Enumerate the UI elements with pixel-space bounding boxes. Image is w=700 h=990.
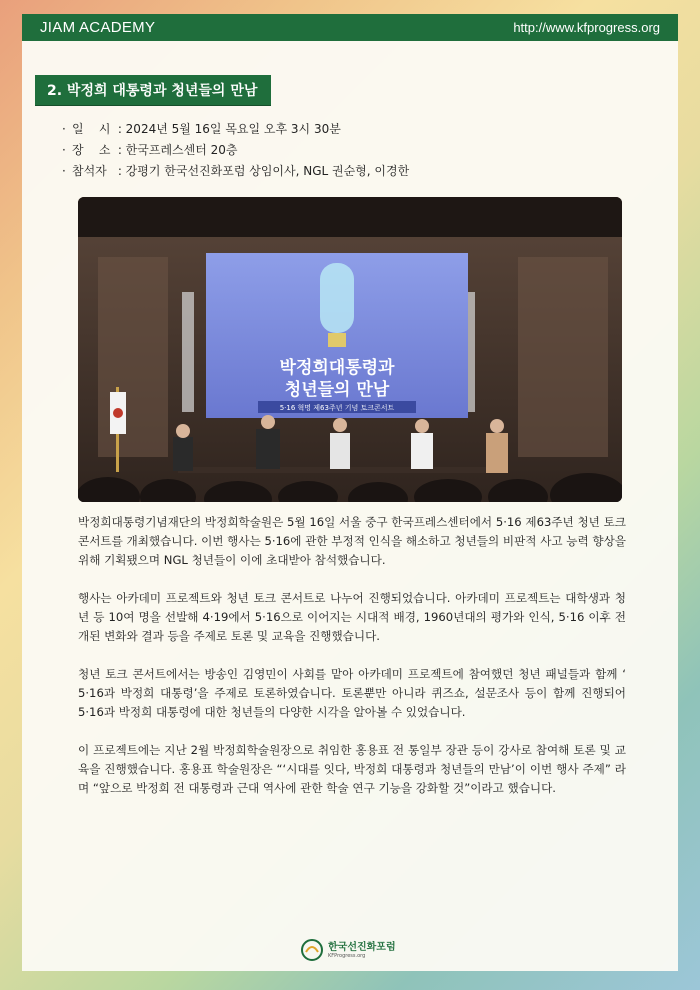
info-row-date: · 일 시 : 2024년 5월 16일 목요일 오후 3시 30분 <box>62 119 409 140</box>
info-row-place: · 장 소 : 한국프레스센터 20층 <box>62 140 409 161</box>
paragraph: 박정희대통령기념재단의 박정희학술원은 5월 16일 서울 중구 한국프레스센터에서 5·16 제63주년 청년 토크 콘서트를 개최했습니다. 이번 행사는 5·16에 관한 부정적 인식을 해소하고 청년들의 비판적 사고 능력 향상을 위해 기획됐으며 NGL 청년들이 이에 초대받아 참석했습니다. <box>78 515 626 567</box>
event-photo <box>78 197 622 502</box>
footer-logo-sub: KFProgress.org <box>328 952 366 959</box>
info-value: 2024년 5월 16일 목요일 오후 3시 30분 <box>125 122 341 136</box>
paragraph: 청년 토크 콘서트에서는 방송인 김영민이 사회를 맡아 아카데미 프로젝트에 참여했던 청년 패널들과 함께 ‘ 5·16과 박정희 대통령’을 주제로 토론하였습니다. 토론뿐만 아니라 퀴즈쇼, 설문조사 등이 함께 진행되어 5·16과 박정희 대통령에 대한 청년들의 다양한 시각을 알아볼 수 있었습니다. <box>78 667 626 719</box>
info-label: 장 소 <box>72 143 111 157</box>
content-page <box>22 41 678 971</box>
screen-title-line2: 청년들의 만남 <box>284 380 390 400</box>
screen-subtitle: 5·16 혁명 제63주년 기념 토크콘서트 <box>279 404 395 412</box>
article-body <box>78 513 626 817</box>
footer-logo <box>300 937 400 963</box>
footer-logo-text: 한국선진화포럼 <box>328 941 396 953</box>
info-label: 참석자 <box>72 164 107 178</box>
header-brand: JIAM ACADEMY <box>40 19 156 36</box>
info-label: 일 시 <box>72 122 111 136</box>
paragraph: 행사는 아카데미 프로젝트와 청년 토크 콘서트로 나누어 진행되었습니다. 아카데미 프로젝트는 대학생과 청년 등 10여 명을 선발해 4·19에서 5·16으로 이어지는 시대적 배경, 1960년대의 평가와 인식, 5·16 이후 전개된 변화와 결과 등을 주제로 토론 및 교육을 진행했습니다. <box>78 591 626 643</box>
paragraph: 이 프로젝트에는 지난 2월 박정희학술원장으로 취임한 홍용표 전 통일부 장관 등이 강사로 참여해 토론 및 교육을 진행했습니다. 홍용표 학술원장은 “‘시대를 잇다, 박정희 대통령과 청년들의 만남’이 이번 행사 주제” 라며 “앞으로 박정희 전 대통령과 근대 역사에 관한 학술 연구 기능을 강화할 것”이라고 했습니다. <box>78 743 626 795</box>
screen-title-line1: 박정희대통령과 <box>279 358 395 378</box>
section-title: 2. 박정희 대통령과 청년들의 만남 <box>35 75 271 105</box>
event-info <box>62 119 409 182</box>
page-header <box>22 14 678 41</box>
info-row-attendees: · 참석자 : 강평기 한국선진화포럼 상임이사, NGL 권순형, 이경한 <box>62 161 409 182</box>
header-url[interactable]: http://www.kfprogress.org <box>513 20 660 35</box>
forum-logo-icon <box>300 938 324 962</box>
event-photo-illustration <box>78 197 622 502</box>
info-value: 한국프레스센터 20층 <box>125 143 238 157</box>
info-value: 강평기 한국선진화포럼 상임이사, NGL 권순형, 이경한 <box>125 164 410 178</box>
